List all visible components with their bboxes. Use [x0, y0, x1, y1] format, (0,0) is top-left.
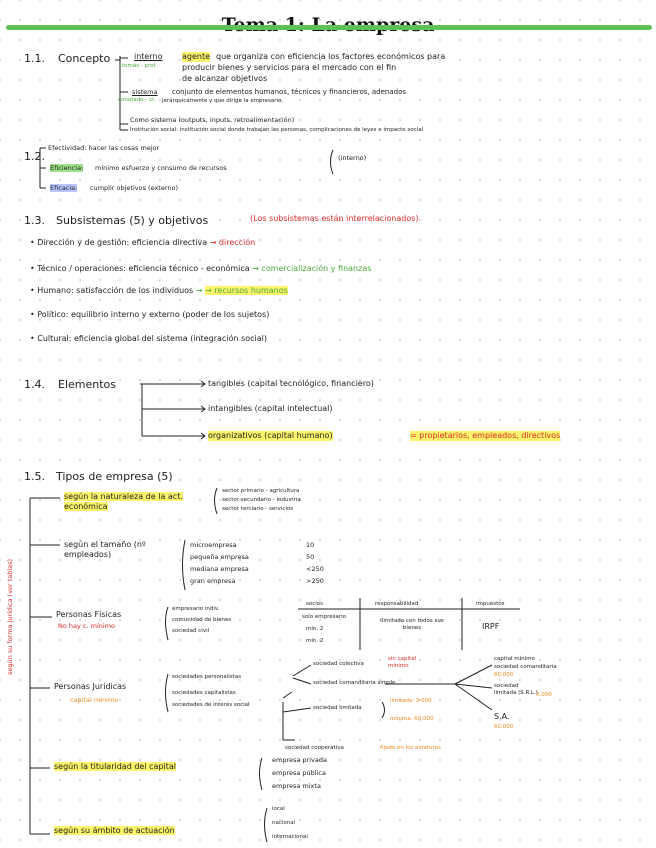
pj-opt-2: sociedades capitalistas: [172, 690, 236, 696]
section-1-4-label: Elementos: [58, 378, 117, 391]
tangibles: tangibles (capital tecnológico, financiero): [208, 379, 374, 388]
subsistemas-note: (Los subsistemas están interrelacionados): [250, 214, 419, 223]
interno-note: (interno): [338, 154, 367, 162]
intangibles: intangibles (capital intelectual): [208, 404, 333, 413]
interno-text-1: que organiza con eficiencia los factores económicos para: [216, 52, 446, 61]
tam-row-4-val: >250: [306, 577, 324, 585]
sociedad-comanditaria: sociedad comanditaria simple: [313, 680, 396, 686]
bullet-1: • Dirección y de gestión: eficiencia directiva → dirección: [30, 238, 256, 247]
table-impuestos: IRPF: [482, 622, 500, 631]
section-1-4-number: 1.4.: [24, 378, 45, 391]
interno-text-2: producir bienes y servicios para el mercado con el fin: [182, 63, 397, 72]
sin-capital-minimo: sin capital mínimo: [388, 656, 417, 669]
personas-juridicas-label: Personas Jurídicas: [54, 682, 127, 691]
table-responsabilidad: ilimitada con todos sus bienes: [380, 618, 444, 631]
bullet-3: • Humano: satisfacción de los individuos → → recursos humanos: [30, 286, 288, 295]
bullet-2-arrow: → comercialización y finanzas: [252, 264, 372, 273]
sistema-sub: conotado - ci.: [118, 97, 156, 103]
tam-row-4-name: gran empresa: [190, 577, 236, 585]
pf-opt-1: empresario indiv.: [172, 606, 220, 612]
nat-opt-1: sector primario - agricultura: [222, 488, 300, 494]
eficacia-text: cumplir objetivos (externo): [90, 184, 179, 192]
institucion-social: Institución social: institución social donde trabajan las personas, complicaciones de leyes e impacto social: [130, 127, 424, 133]
pf-opt-3: sociedad civil: [172, 628, 210, 634]
capital-minimo-title: capital mínimo: [494, 656, 535, 662]
titularidad-label: [54, 762, 176, 772]
interno-sub: tomás - prof.: [122, 63, 157, 69]
sociedad-cooperativa: sociedad cooperativa: [285, 745, 344, 751]
pj-opt-3: sociedades de interés social: [172, 702, 250, 708]
limitada-min-2: mínima: 60.000: [390, 716, 434, 722]
section-1-2-number: 1.2.: [24, 150, 45, 163]
nat-opt-2: sector secundario - industria: [222, 497, 301, 503]
ambito-label: [54, 826, 175, 836]
bullet-4: • Político: equilibrio interno y externo (poder de los sujetos): [30, 310, 270, 319]
naturaleza-text: según la naturaleza de la act. económica: [64, 492, 183, 511]
cooperativa-note: fijado en los estatutos: [380, 745, 441, 751]
tit-opt-1: empresa privada: [272, 756, 327, 764]
tam-row-3-name: mediana empresa: [190, 565, 249, 573]
bullet-1-arrow: → dirección: [209, 238, 256, 247]
tam-row-2-val: 50: [306, 553, 315, 561]
bullet-2-text: Técnico / operaciones: eficiencia técnico - económica: [37, 264, 250, 273]
bullet-1-text: Dirección y de gestión: eficiencia directiva: [37, 238, 208, 247]
bullet-4-text: Político: equilibrio interno y externo (poder de los sujetos): [37, 310, 270, 319]
sistema-text-2: jerárquicamente y que dirige la empresario.: [162, 98, 284, 104]
sistema-label: sistema: [132, 88, 158, 96]
bullet-5-text: Cultural: eficiencia global del sistema (integración social): [37, 334, 268, 343]
section-1-1-number: 1.1.: [24, 52, 45, 65]
amb-opt-3: internacional: [272, 834, 308, 840]
right-sociedad-limitada-value: 3.000: [536, 692, 552, 698]
bullet-3-text: Humano: satisfacción de los individuos: [37, 286, 194, 295]
bullet-2: • Técnico / operaciones: eficiencia técnico - económica → comercialización y finanzas: [30, 264, 372, 273]
section-1-5-number: 1.5.: [24, 470, 45, 483]
table-socios-1: solo empresario: [302, 614, 347, 620]
como-sistema: Como sistema (outputs, inputs, retroalimentación): [130, 116, 295, 124]
organizativos-note: = propietarios, empleados, directivos: [410, 431, 561, 440]
sistema-text-1: conjunto de elementos humanos, técnicos y financieros, adenados: [172, 88, 406, 96]
bullet-5: • Cultural: eficiencia global del sistema (integración social): [30, 334, 268, 343]
tam-row-1-val: 10: [306, 541, 315, 549]
sociedad-colectiva: sociedad colectiva: [313, 661, 364, 667]
table-socios-3: mín. 2: [306, 638, 324, 644]
naturaleza-label: [64, 492, 214, 512]
section-1-3-label: Subsistemas (5) y objetivos: [56, 214, 209, 227]
limitada-min-1: limitada: 3.000: [390, 698, 432, 704]
pj-opt-1: sociedades personalistas: [172, 674, 242, 680]
tam-row-3-val: <250: [306, 565, 324, 573]
right-sociedad-comanditaria: sociedad comanditaria: [494, 664, 557, 670]
amb-opt-1: local: [272, 806, 285, 812]
bullet-3-arrow: → → recursos humanos: [195, 286, 288, 295]
sociedad-limitada: sociedad limitada: [313, 705, 362, 711]
table-header-impuestos: impuestos: [476, 601, 505, 607]
tit-opt-3: empresa mixta: [272, 782, 321, 790]
table-socios-2: mín. 2: [306, 626, 324, 632]
titularidad-text: según la titularidad del capital: [54, 762, 176, 771]
recursos-humanos-highlight: → recursos humanos: [205, 286, 288, 295]
nat-opt-3: sector terciario - servicios: [222, 506, 294, 512]
right-sociedad-comanditaria-value: 60.000: [494, 672, 514, 678]
eficiencia-text: mínimo esfuerzo y consumo de recursos: [95, 164, 227, 172]
section-1-3-number: 1.3.: [24, 214, 45, 227]
agente-highlight: agente: [182, 52, 211, 61]
tamano-label: según el tamaño (nº empleados): [64, 540, 146, 559]
table-header-socios: socios: [306, 601, 324, 607]
efectividad: Efectividad: hacer las cosas mejor: [48, 144, 160, 152]
right-sa: S.A.: [494, 712, 510, 721]
section-1-1-label: Concepto: [58, 52, 111, 65]
personas-fisicas-note: No hay c. mínimo: [58, 622, 115, 630]
section-1-5-label: Tipos de empresa (5): [56, 470, 173, 483]
right-sociedad-limitada: sociedad limitada (S.R.L.): [494, 683, 538, 696]
tit-opt-2: empresa pública: [272, 769, 326, 777]
table-header-responsabilidad: responsabilidad: [375, 601, 419, 607]
organizativos: organizativos (capital humano): [208, 431, 333, 440]
eficacia-label: Eficacia:: [50, 184, 78, 192]
personas-juridicas-note: capital mínimo: [70, 696, 119, 704]
right-sa-value: 60.000: [494, 724, 514, 730]
tam-row-1-name: microempresa: [190, 541, 237, 549]
personas-fisicas-label: Personas Físicas: [56, 610, 122, 619]
amb-opt-2: nacional: [272, 820, 296, 826]
eficiencia-label: Eficiencia:: [50, 164, 84, 172]
tam-row-2-name: pequeña empresa: [190, 553, 249, 561]
ambito-text: según su ámbito de actuación: [54, 826, 175, 835]
forma-juridica-side-label: según su forma jurídica (ver tablas): [6, 558, 14, 675]
interno-text-3: de alcanzar objetivos: [182, 74, 268, 83]
pf-opt-2: comunidad de bienes: [172, 617, 232, 623]
interno-label: interno: [134, 52, 163, 61]
